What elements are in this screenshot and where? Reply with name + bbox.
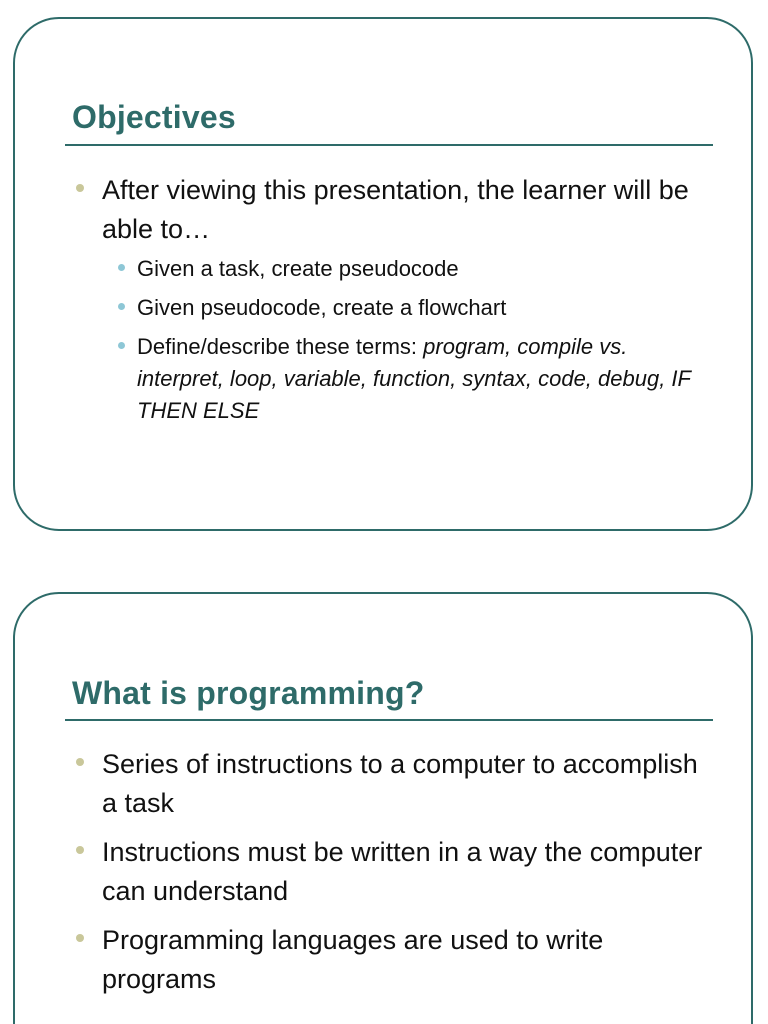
bullet-item: [71, 171, 711, 427]
slide-what-is-programming: [13, 592, 753, 1024]
bullet-item: [71, 745, 711, 823]
slide-objectives: [13, 17, 753, 531]
bullet-list: [71, 171, 711, 434]
bullet-list: [71, 745, 711, 1009]
terms-list: program, compile vs. interpret, loop, variable, function, syntax, code, debug, IF THEN ELSE: [137, 334, 691, 423]
slide-title: Objectives: [72, 99, 236, 135]
bullet-text: Instructions must be written in a way the computer can understand: [102, 837, 703, 906]
title-underline: [65, 719, 713, 721]
sub-bullet-text: Given a task, create pseudocode: [137, 256, 459, 281]
sub-bullet-lead: Define/describe these terms:: [137, 334, 424, 359]
title-underline: [65, 144, 713, 146]
sub-bullet-list: [102, 253, 711, 427]
sub-bullet-item: [102, 253, 711, 285]
bullet-text: Programming languages are used to write programs: [102, 925, 604, 994]
sub-bullet-text: Given pseudocode, create a flowchart: [137, 295, 507, 320]
sub-bullet-item: [102, 292, 711, 324]
sub-bullet-item: [102, 331, 711, 427]
bullet-item: [71, 833, 711, 911]
bullet-item: [71, 921, 711, 999]
slide-title: What is programming?: [72, 675, 425, 711]
bullet-text: Series of instructions to a computer to accomplish a task: [102, 749, 698, 818]
bullet-text: After viewing this presentation, the learner will be able to…: [102, 175, 689, 244]
